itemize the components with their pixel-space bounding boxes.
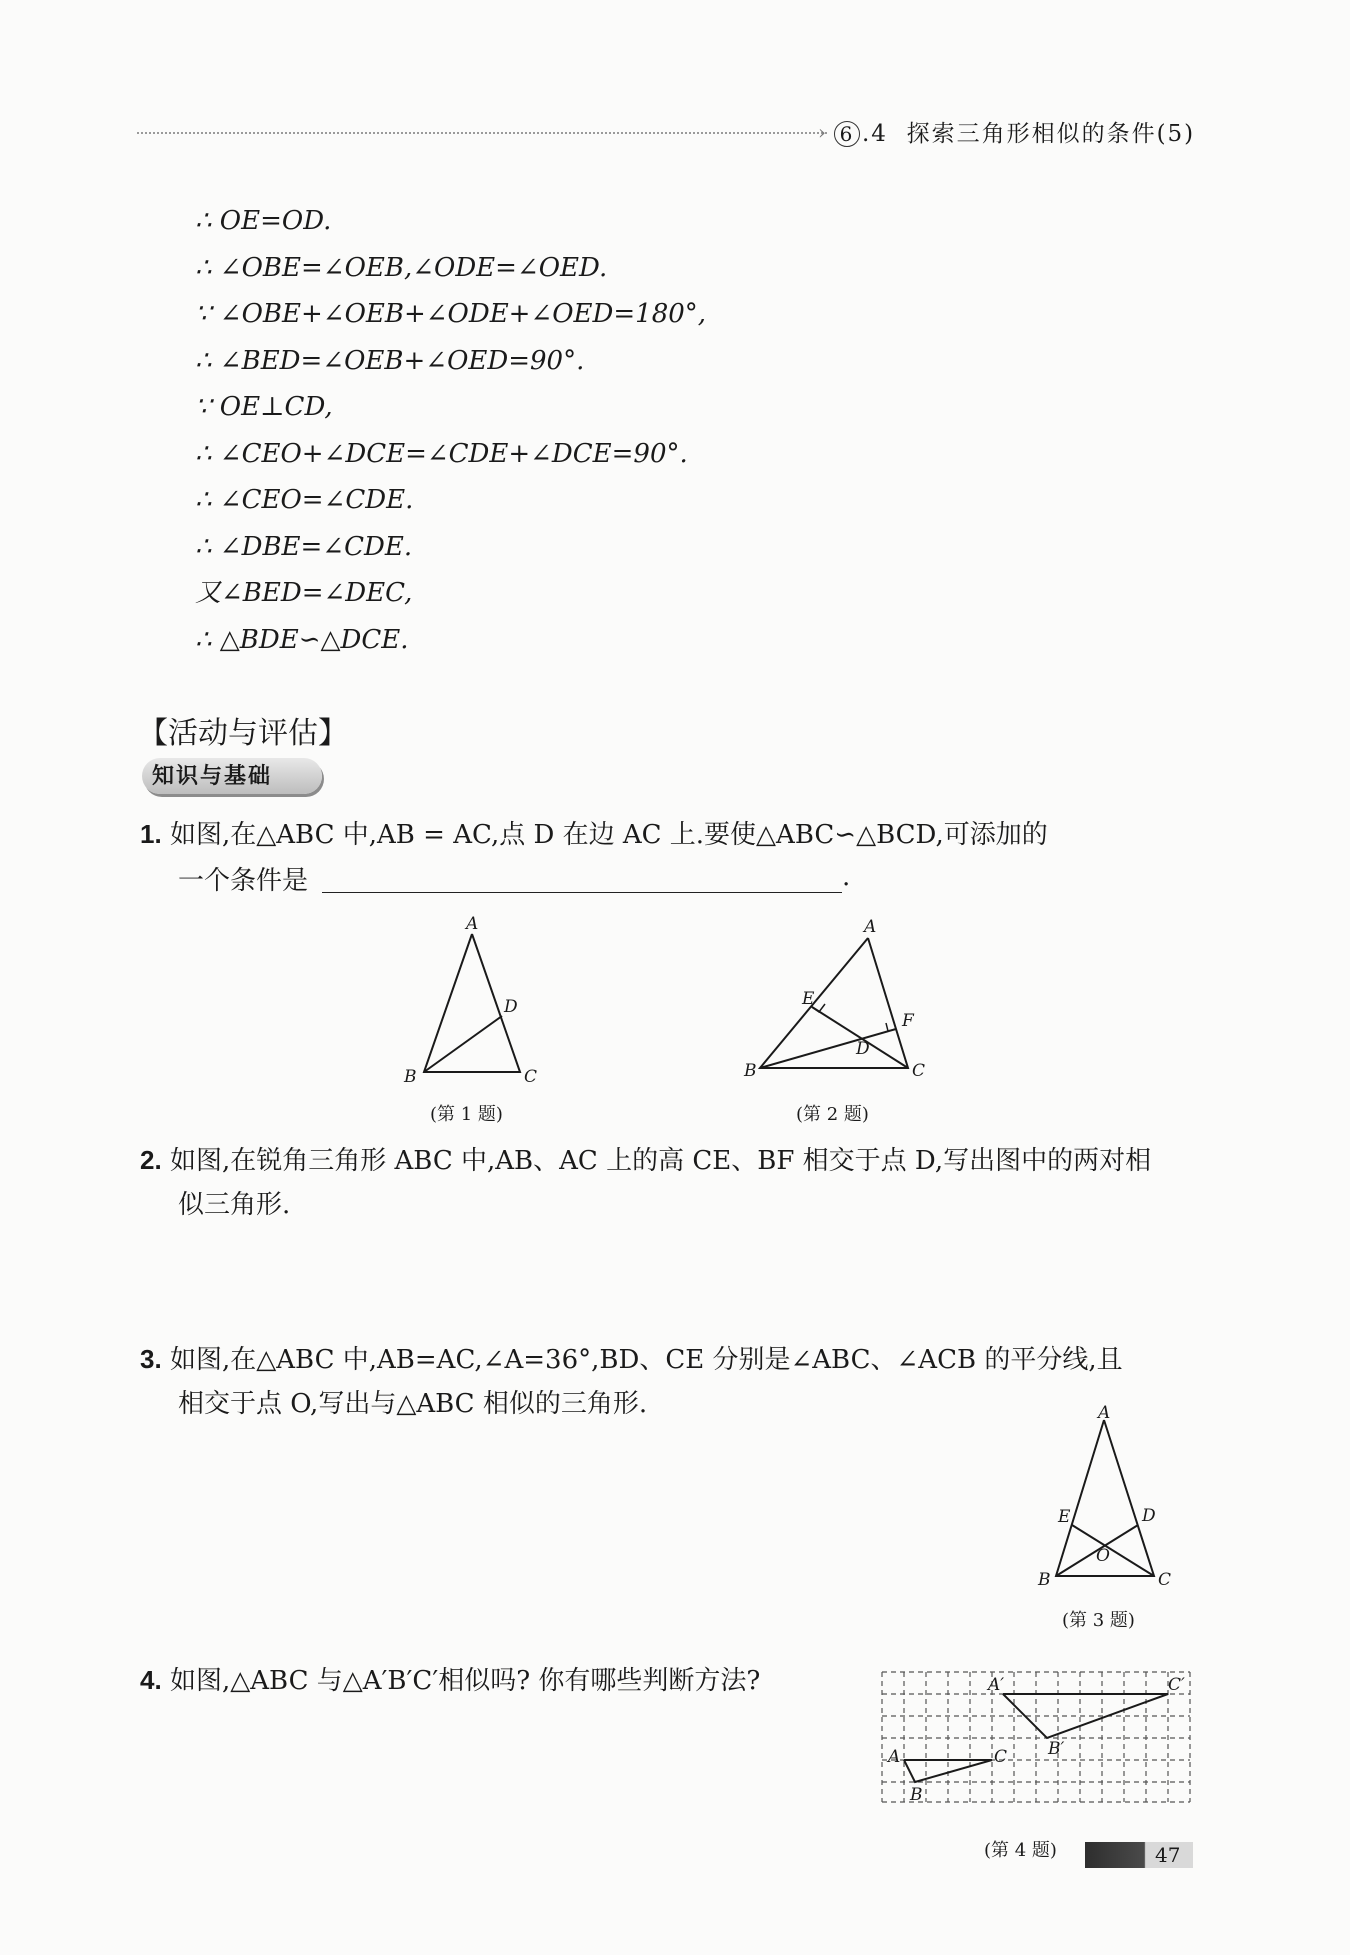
- grid: [882, 1672, 1190, 1802]
- proof-line: ∴ ∠OBE=∠OEB,∠ODE=∠OED.: [195, 252, 608, 283]
- label-a1: A′: [988, 1675, 1005, 1695]
- header-rule: [137, 132, 827, 134]
- label-b: B: [910, 1785, 923, 1804]
- header-arrow-icon: ›: [818, 120, 826, 144]
- label-e: E: [1058, 1507, 1071, 1527]
- section-title: 探索三角形相似的条件(5): [906, 121, 1196, 147]
- activity-section-title: 【活动与评估】: [138, 716, 348, 751]
- proof-line: 又∠BED=∠DEC,: [195, 578, 413, 608]
- label-d: D: [504, 997, 518, 1017]
- label-c: C: [912, 1061, 926, 1081]
- question-number: 3.: [140, 1344, 162, 1374]
- answer-blank-period: .: [842, 862, 851, 892]
- proof-line: ∴ ∠DBE=∠CDE.: [195, 531, 413, 562]
- label-f: F: [902, 1011, 914, 1031]
- bisector-ce: [1072, 1525, 1154, 1576]
- figure-1: [400, 908, 560, 1098]
- chapter-circle: 6: [834, 121, 860, 147]
- label-e: E: [802, 989, 815, 1009]
- figure-3-caption: (第 3 题): [1062, 1610, 1135, 1631]
- question-text: 如图,△ABC 与△A′B′C′相似吗? 你有哪些判断方法?: [169, 1666, 761, 1696]
- label-c1: C′: [1168, 1675, 1185, 1695]
- figure-3: [1030, 1400, 1190, 1600]
- label-a: A: [1098, 1403, 1111, 1423]
- figure-2: [740, 912, 940, 1092]
- question-text: 如图,在△ABC 中,AB = AC,点 D 在边 AC 上.要使△ABC∽△BCD,可添加的: [169, 820, 1048, 850]
- figure-1-caption: (第 1 题): [430, 1104, 503, 1125]
- question-4: [140, 1657, 760, 1704]
- figure-4-caption: (第 4 题): [984, 1840, 1057, 1861]
- proof-line: ∴ OE=OD.: [195, 206, 332, 236]
- label-c: C: [524, 1067, 538, 1087]
- proof-line: ∴ ∠CEO+∠DCE=∠CDE+∠DCE=90°.: [195, 438, 688, 469]
- label-b: B: [1038, 1570, 1051, 1590]
- label-b: B: [404, 1067, 417, 1087]
- label-a: A: [864, 917, 877, 937]
- question-number: 2.: [140, 1145, 162, 1175]
- label-b1: B′: [1048, 1739, 1065, 1759]
- question-1: [140, 811, 1048, 858]
- segment-bd: [424, 1016, 502, 1072]
- proof-line: ∴ △BDE∽△DCE.: [195, 624, 409, 655]
- question-text: 如图,在锐角三角形 ABC 中,AB、AC 上的高 CE、BF 相交于点 D,写出图中的两对相: [169, 1146, 1152, 1176]
- proof-line: ∵ OE⊥CD,: [195, 392, 333, 422]
- label-d: D: [1142, 1506, 1156, 1526]
- proof-line: ∴ ∠CEO=∠CDE.: [195, 485, 414, 515]
- question-1-line2: 一个条件是: [178, 866, 309, 896]
- label-a: A: [888, 1747, 901, 1767]
- figure-2-caption: (第 2 题): [796, 1104, 869, 1125]
- page-number: 47: [1155, 1843, 1181, 1867]
- figure-4: [880, 1670, 1194, 1804]
- label-o: O: [1096, 1546, 1110, 1566]
- label-c: C: [994, 1747, 1008, 1767]
- proof-block: [195, 198, 706, 663]
- proof-line: ∴ ∠BED=∠OEB+∠OED=90°.: [195, 345, 585, 376]
- header-title: [834, 115, 1195, 148]
- knowledge-badge: 知识与基础: [142, 758, 322, 794]
- question-number: 1.: [140, 819, 162, 849]
- label-b: B: [744, 1061, 757, 1081]
- question-3-line2: 相交于点 O,写出与△ABC 相似的三角形.: [178, 1389, 648, 1419]
- section-number: .4: [862, 121, 888, 147]
- answer-blank[interactable]: [322, 892, 842, 893]
- question-3: [140, 1336, 1123, 1383]
- question-2-line2: 似三角形.: [178, 1190, 291, 1220]
- triangle-abc: [760, 938, 908, 1068]
- question-2: [140, 1137, 1151, 1184]
- proof-line: ∵ ∠OBE+∠OEB+∠ODE+∠OED=180°,: [195, 299, 707, 329]
- label-c: C: [1158, 1570, 1172, 1590]
- question-text: 如图,在△ABC 中,AB=AC,∠A=36°,BD、CE 分别是∠ABC、∠ACB 的平分线,且: [169, 1345, 1123, 1375]
- question-number: 4.: [140, 1665, 162, 1695]
- label-a: A: [466, 914, 479, 934]
- label-d: D: [856, 1039, 870, 1059]
